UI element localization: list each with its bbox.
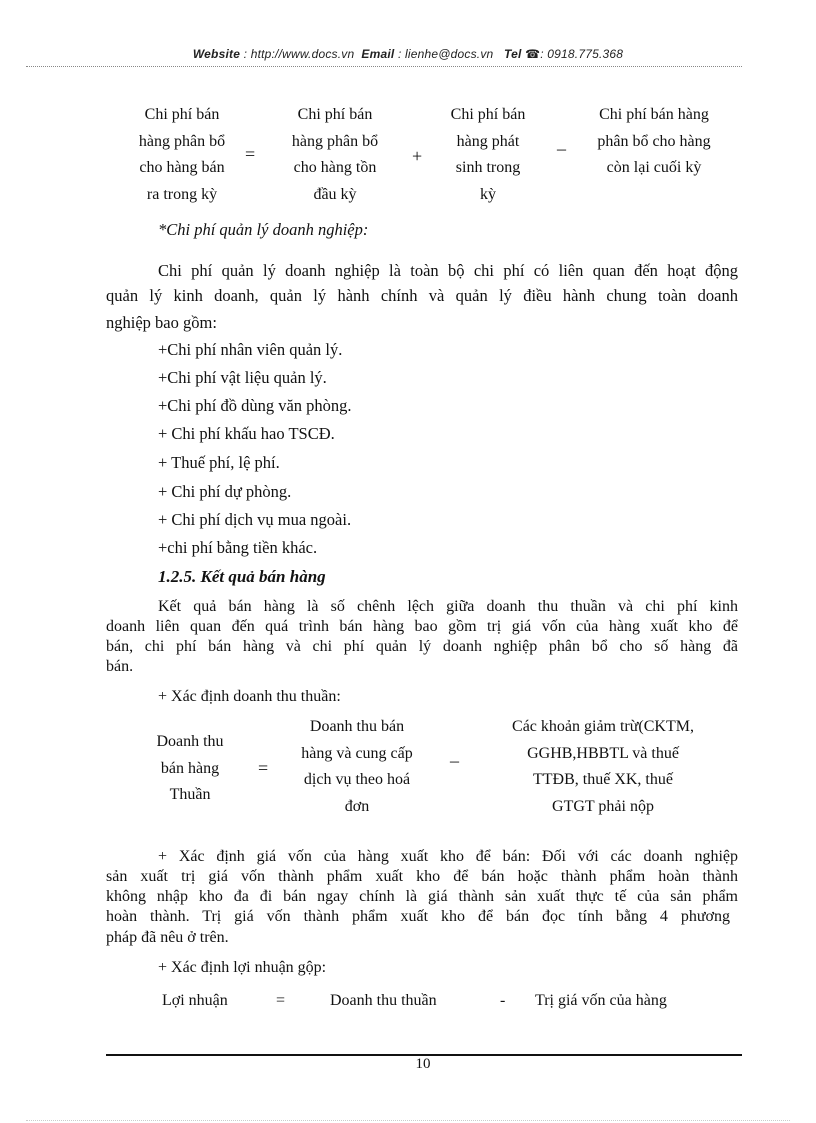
formula2-equals: = <box>258 758 269 778</box>
qldn-para-line-1: Chi phí quản lý doanh nghiệp là toàn bộ chi phí có liên quan đến hoạt động <box>158 261 738 280</box>
kq-para-line-4: bán. <box>106 658 134 675</box>
kq-para-line-1: Kết quả bán hàng là số chênh lệch giữa doanh thu thuần và chi phí kinh <box>158 598 738 615</box>
qldn-heading: *Chi phí quản lý doanh nghiệp: <box>158 220 369 239</box>
formula1-equals: = <box>245 144 256 164</box>
website-label: Website <box>192 47 241 61</box>
qldn-item: + Chi phí dự phòng. <box>158 482 292 501</box>
header-divider <box>26 66 742 67</box>
qldn-item: +chi phí bằng tiền khác. <box>158 538 318 557</box>
qldn-item: +Chi phí đồ dùng văn phòng. <box>158 396 352 415</box>
phone-icon: ☎ <box>525 47 541 61</box>
formula1-term2: Chi phí bán hàng phân bổ cho hàng tồn đầu kỳ <box>291 106 379 203</box>
formula2-term2: Doanh thu bán hàng và cung cấp dịch vụ theo hoá đơn <box>301 718 413 815</box>
gv-para-line-2: sản xuất trị giá vốn thành phẩm xuất kho để bán hoặc thành phẩm hoàn thành <box>106 868 738 885</box>
website-value: : http://www.docs.vn <box>243 47 355 61</box>
tel-label: Tel <box>504 47 522 61</box>
qldn-item: + Thuế phí, lệ phí. <box>158 453 280 472</box>
qldn-item: +Chi phí nhân viên quản lý. <box>158 340 343 359</box>
page-header <box>0 47 816 61</box>
formula2-term1: Doanh thu bán hàng Thuần <box>156 733 224 803</box>
formula1-term3: Chi phí bán hàng phát sinh trong kỳ <box>450 106 526 203</box>
qldn-item: + Chi phí khấu hao TSCĐ. <box>158 424 335 443</box>
formula2-term3: Các khoản giảm trừ(CKTM, GGHB,HBBTL và thuế TTĐB, thuế XK, thuế GTGT phải nộp <box>512 718 694 815</box>
qldn-para-line-2: quản lý kinh doanh, quản lý hành chính và quản lý điều hành chung toàn doanh <box>106 286 738 305</box>
email-value: : lienhe@docs.vn <box>397 47 494 61</box>
formula3-term3: Trị giá vốn của hàng <box>535 992 667 1009</box>
tel-value: : 0918.775.368 <box>540 47 624 61</box>
gv-para-line-3: không nhập kho đa đi bán ngay chính là giá thành sản xuất thực tế của sản phẩm <box>106 888 738 905</box>
kq-para-line-2: doanh liên quan đến quá trình bán hàng bao gồm trị giá vốn của hàng xuất kho để <box>106 618 738 635</box>
formula1-term1: Chi phí bán hàng phân bổ cho hàng bán ra trong kỳ <box>138 106 226 203</box>
qldn-para-line-3: nghiệp bao gồm: <box>106 313 217 332</box>
formula1-minus: _ <box>557 132 566 152</box>
kq-heading: 1.2.5. Kết quả bán hàng <box>158 567 326 586</box>
gv-para-line-4: hoàn thành. Trị giá vốn thành phẩm xuất kho để bán đọc tính bằng 4 phương <box>106 908 730 925</box>
ln-label: + Xác định lợi nhuận gộp: <box>158 959 327 976</box>
formula3-term1: Lợi nhuận <box>162 992 228 1009</box>
qldn-item: + Chi phí dịch vụ mua ngoài. <box>158 510 352 529</box>
gv-para-line-5: pháp đã nêu ở trên. <box>106 929 229 946</box>
formula3-equals: = <box>276 992 286 1009</box>
qldn-item: +Chi phí vật liệu quản lý. <box>158 368 327 387</box>
kq-para-line-3: bán, chi phí bán hàng và chi phí quản lý doanh nghiệp phân bổ cho số hàng đã <box>106 638 738 655</box>
formula3-minus: - <box>500 992 506 1009</box>
email-label: Email <box>361 47 395 61</box>
page-bottom-border <box>26 1120 790 1121</box>
page-number: 10 <box>415 1056 431 1072</box>
formula2-minus: _ <box>450 744 459 764</box>
formula1-term4: Chi phí bán hàng phân bổ cho hàng còn lại cuối kỳ <box>597 106 711 176</box>
formula3-term2: Doanh thu thuần <box>330 992 437 1009</box>
dt-label: + Xác định doanh thu thuần: <box>158 688 341 705</box>
gv-para-line-1: + Xác định giá vốn của hàng xuất kho để bán: Đối với các doanh nghiệp <box>158 848 738 865</box>
formula1-plus: + <box>412 146 423 166</box>
